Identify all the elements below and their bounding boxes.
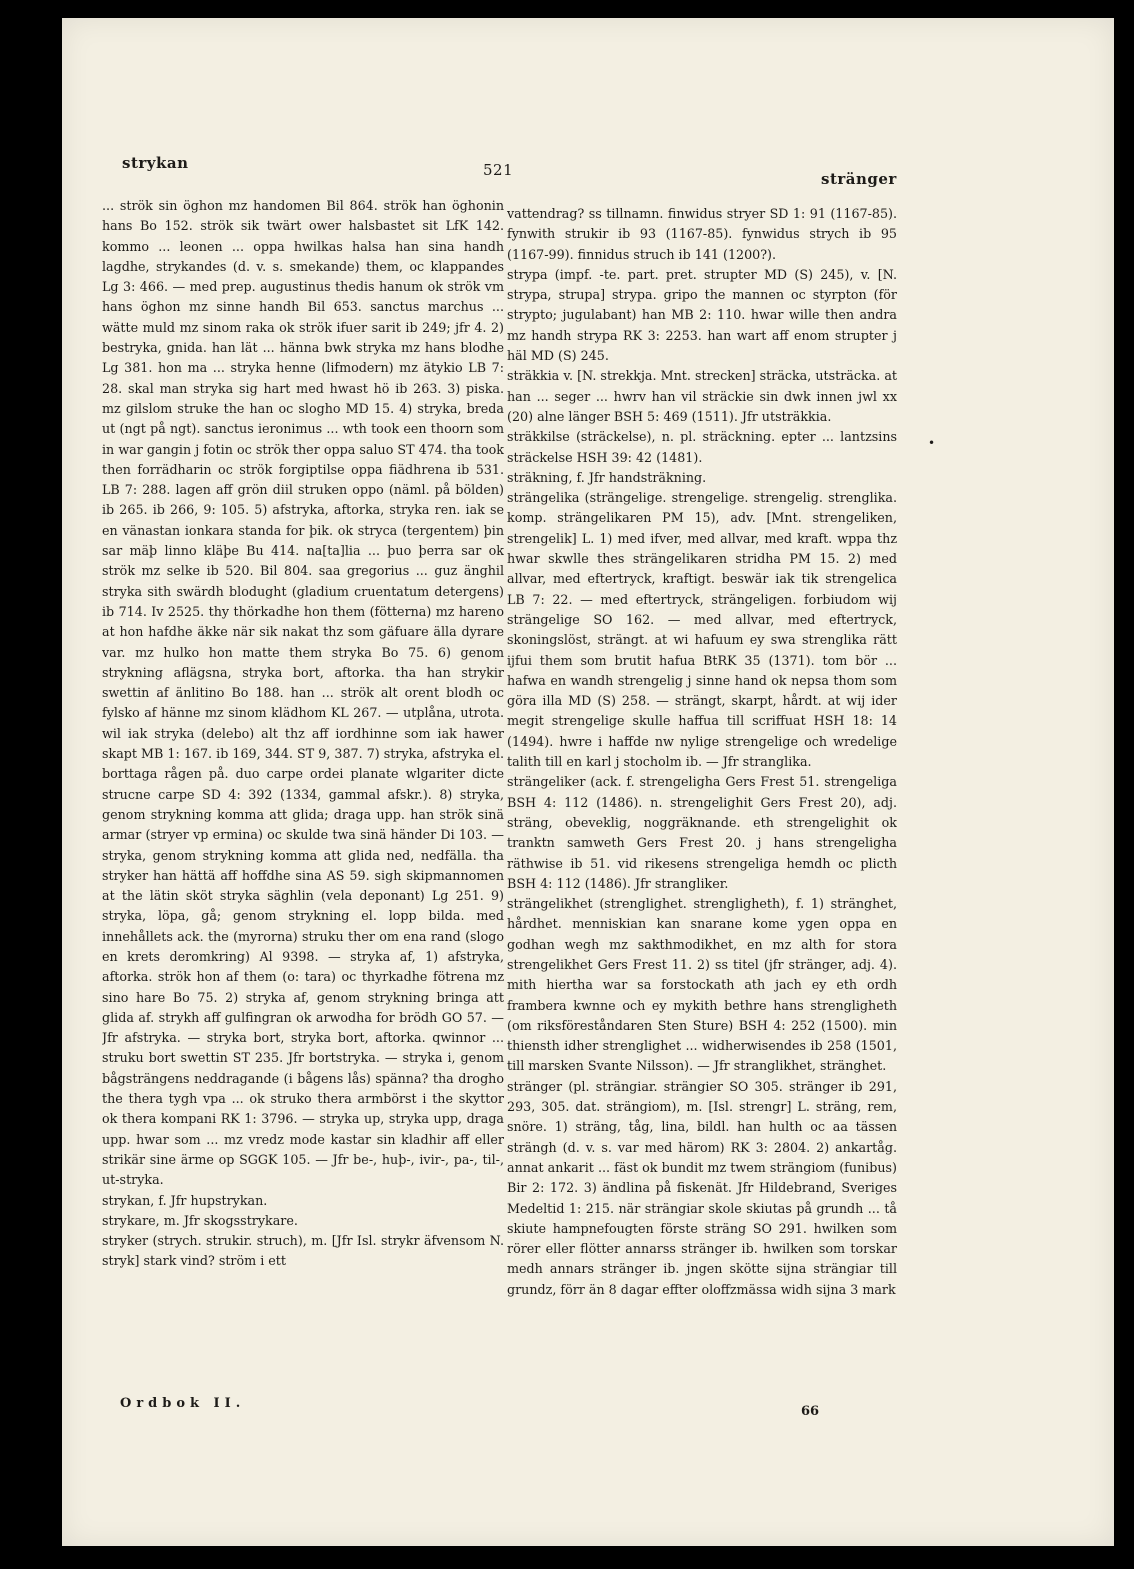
entry-strypa: strypa (impf. -te. part. pret. strupter MD (S) 245), v. [N. strypa, strupa] strypa. gripo the mannen oc styrpton (för strypto; jugulabant) han MB 2: 110. hwar wille then andra mz handh strypa RK 3: 2253. han wart aff enom strupter j häl MD (S) 245. [507, 266, 897, 364]
entry-strakkilse: sträkkilse (sträckelse), n. pl. sträckning. epter ... lantzsins sträckelse HSH 39: 42 (1481). [507, 429, 897, 465]
entry-strykan: strykan, f. Jfr hupstrykan. [102, 1192, 268, 1208]
entry-strangelikhet: strängelikhet (strenglighet. strengligheth), f. 1) stränghet, hårdhet. menniskian kan snarane kome ygen oppa en godhan wegh mz sakthmodikhet, en mz alth for stora strengelikhet Gers Frest 11. 2) ss titel (jfr stränger, adj. 4). mith hiertha war sa forstockath ath jach ey eth ordh framberа kwnne och ey mykith bethre hans strenglighеth (om riksföreståndaren Sten Sture) BSH 4: 252 (1500). min thiensth idher strenglighet ... widherwisendes ib 258 (1501, till marsken Svante Nilsson). — Jfr stranglikhet, stränghet. [507, 896, 897, 1074]
right-column [507, 204, 897, 1404]
entry-strakkia: sträkkia v. [N. strekkja. Mnt. strecken] sträcka, utsträcka. at han ... seger ... hwrv han vil sträckie sin dwk innen jwl xx (20) alne länger BSH 5: 469 (1511). Jfr utsträkkia. [507, 368, 897, 424]
running-head-right: stränger [821, 170, 897, 188]
entry-stranger: stränger (pl. strängiar. strängier SO 305. stränger ib 291, 293, 305. dat. strängiom), m. [Isl. strengr] L. sträng, rem, snöre. 1) sträng, tåg, lina, bildl. han hulth oc aa tässen strängh (d. v. s. var med härom) RK 3: 2804. 2) ankartåg. annat ankarit ... fäst ok bundit mz twem strängiom (funibus) Bir 2: 172. 3) ändlina på fiskenät. Jfr Hildebrand, Sveriges Medeltid 1: 215. när strängiar skole skiutas på grundh ... tå skiute hampnefougten förste sträng SO 291. hwilken som rörer eller flötter annarss stränger ib. hwilken som torskar medh annars stränger ib. jngen skötte sijna strängiar till grundz, förr än 8 dagar effter oloffzmässa widh sijna 3 mark [507, 1078, 897, 1297]
entry-strakning: sträkning, f. Jfr handsträkning. [507, 469, 707, 485]
running-head-left: strykan [122, 154, 189, 172]
entry-stryker: stryker (strych. strukir. struch), m. [Jfr Isl. strykr äfvensom N. stryk] stark vind? ström i ett [102, 1233, 504, 1269]
entry-stryker-continued: vattendrag? ss tillnamn. finwidus stryer SD 1: 91 (1167-85). fynwith strukir ib 93 (1167-85). fynwidus strych ib 95 (1167-99). finnidus struch ib 141 (1200?). [507, 206, 897, 262]
entry-strangeliker: strängeliker (ack. f. strengeligha Gers Frest 51. strengeliga BSH 4: 112 (1486). n. strengelighit Gers Frest 20), adj. sträng, obeveklig, noggräknande. eth strengelighit ok tranktn samweth Gers Frest 20. j hans strengeligha räthwise ib 51. vid rikesens strengeliga hemdh oc plicth BSH 4: 112 (1486). Jfr strangliker. [507, 774, 897, 891]
entry-strangelika: strängelika (strängelige. strengelige. strengelig. strenglika. komp. strängelikaren PM 15), adv. [Mnt. strengeliken, strengelik] L. 1) med ifver, med allvar, med kraft. wppa thz hwar skwlle thes strängelikaren stridha PM 15. 2) med allvar, med eftertryck, kraftigt. beswär iak tik strengelica LB 7: 22. — med eftertryck, strängeligen. forbiudom wij strängelige SO 162. — med allvar, med eftertryck, skoningslöst, strängt. at wi hafuum ey swa strenglika rätt ijfui them som brutit hafua BtRK 35 (1371). tom bör ... hafwa en wandh strengelig j sinne hand ok nepsa thom som göra illa MD (S) 258. — strängt, skarpt, hårdt. at wij ider megit strengelige skulle haffua till scriffuat HSH 18: 14 (1494). hwre i haffde nw nylige strengelige och wredelige talith till en karl j stocholm ib. — Jfr stranglika. [507, 490, 897, 770]
entry-stryka-continued: ... strök sin öghon mz handomen Bil 864. strök han öghonin hans Bo 152. strök sik twärt ower halsbastet sit LfK 142. kommo ... leonen ... oppa hwilkas halsa han sina handh lagdhe, strykandes (d. v. s. smekande) them, oc klappandes Lg 3: 466. — med prep. augustinus thedis hanum ok strök vm hans öghon mz sinne handh Bil 653. sanctus marchus ... wätte muld mz sinom raka ok strök ifuer sarit ib 249; jfr 4. 2) bestryka, gnida. han lät ... hänna bwk stryka mz hans blodhe Lg 381. hon ma ... stryka henne (lifmodern) mz ätykio LB 7: 28. skal man stryka sig hart med hwast hö ib 263. 3) piska. mz gilslom struke the han oc slogho MD 15. 4) stryka, breda ut (ngt på ngt). sanctus ieronimus ... wth took een thoorn som in war gangin j fotin oc strök ther oppa saluo ST 474. tha took then forrädharin oc strök forgiptilse oppa fiädhrena ib 531. LB 7: 288. lagen aff grön diil struken oppo (näml. på bölden) ib 265. ib 266, 9: 105. 5) afstryka, aftorka, stryka ren. iak se en vänastan ionkara standa for þik. ok stryca (tergentem) þin sar mäþ linno kläþe Bu 414. na[ta]lia ... þuo þerra sar ok strök mz selke ib 520. Bil 804. saa gregorius ... guz änghil stryka sith swärdh blodught (gladium cruentatum detergens) ib 714. Iv 2525. thy thörkadhe hon them (fötterna) mz hareno at hon hafdhe äkke när sik nakat thz som gäfuare älla dyrare var. mz hulko hon matte them stryka Bo 75. 6) genom strykning aflägsna, stryka bort, aftorka. tha han strykir swettin af änlitino Bo 188. han ... strök alt orent blodh oc fylsko af hänne mz sinom klädhom KL 267. — utplåna, utrota. wil iak stryka (delebo) alt thz aff iordhinne som iak hawer skapt MB 1: 167. ib 169, 344. ST 9, 387. 7) stryka, afstryka el. borttaga rågen på. duo carpe ordei planate wlgariter dicte strucne carpe SD 4: 392 (1334, gammal afskr.). 8) stryka, genom strykning komma att glida; draga upp. han strök sinä armar (stryer vp ermina) oc skulde twa sinä händer Di 103. — stryka, genom strykning komma att glida ned, nedfälla. tha stryker han hättä aff hoffdhe sina AS 59. sigh skipmannomen at the lätin sköt stryka säghlin (vela deponant) Lg 251. 9) stryka, löpa, gå; genom strykning el. lopp bilda. med innehållets ack. the (myrorna) struku ther om ena rand (slogo en krets deromkring) Al 9398. — stryka af, 1) afstryka, aftorka. strök hon af them (o: tara) oc thyrkadhe fötrena mz sino hare Bo 75. 2) stryka af, genom strykning bringa att glida af. strykh aff gulfingran ok arwodha for brödh GO 57. — Jfr afstryka. — stryka bort, stryka bort, aftorka. qwinnor ... struku bort swettin ST 235. Jfr bortstryka. — stryka i, genom bågsträngens neddragande (i bågens lås) spänna? tha drogho the thera tygh vpa ... ok struko thera armbörst i the skyttor ok thera kompani RK 1: 3796. — stryka up, stryka upp, draga upp. hwar som ... mz vredz mode kastar sin kladhir aff eller strikär sine ärme op SGGK 105. — Jfr be-, huþ-, ivir-, pa-, til-, ut-stryka. [102, 198, 504, 1188]
page-number: 521 [483, 161, 514, 179]
entry-strykare: strykare, m. Jfr skogsstrykare. [102, 1212, 298, 1228]
dictionary-page [62, 18, 1114, 1546]
signature-number: 66 [801, 1404, 820, 1419]
margin-mark: • [928, 436, 936, 450]
volume-footer: Ordbok II. [120, 1396, 246, 1411]
left-column [102, 196, 504, 1394]
